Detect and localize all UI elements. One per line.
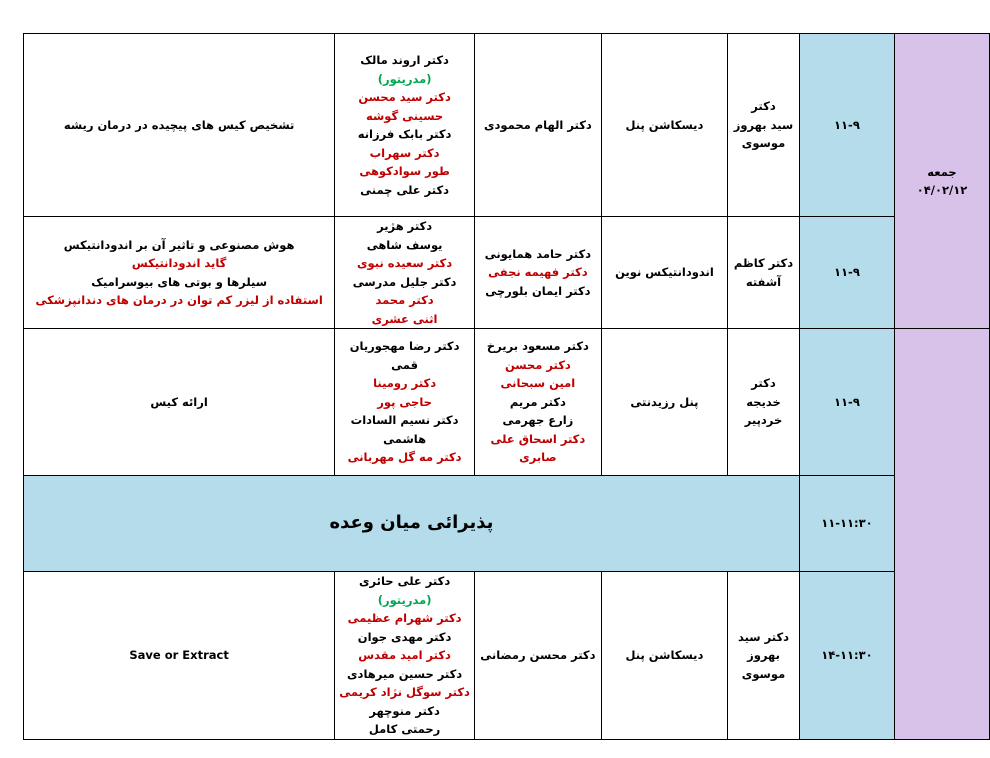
panel-line: دکتر علی حائری bbox=[358, 574, 451, 588]
session-type-cell: اندودانتیکس نوین bbox=[601, 217, 727, 329]
break-row bbox=[24, 476, 990, 572]
session-type-cell: پنل رزیدنتی bbox=[601, 329, 727, 476]
speaker-line: دکتر اسحاق علی bbox=[490, 431, 586, 446]
day-name: جمعه bbox=[927, 164, 957, 179]
time-cell: ۱۱-۹ bbox=[799, 34, 894, 217]
topic-cell bbox=[24, 329, 335, 476]
panel-line: دکتر سعیده نبوی bbox=[357, 256, 453, 270]
topic-line: تشخیص کیس های پیچیده در درمان ریشه bbox=[63, 117, 295, 132]
panel-cell bbox=[335, 34, 475, 217]
topic-cell bbox=[24, 217, 335, 329]
time-cell: ۱۱-۹ bbox=[799, 217, 894, 329]
panel-line: دکتر علی چمنی bbox=[360, 182, 450, 197]
moderator-line: دکتر bbox=[751, 99, 776, 114]
panel-line: دکتر منوچهر bbox=[369, 703, 440, 718]
speaker-cell bbox=[474, 572, 601, 740]
moderator-line: موسوی bbox=[741, 136, 786, 151]
speaker-line: دکتر فهیمه نجفی bbox=[488, 265, 588, 280]
speaker-line: دکتر مسعود بریرخ bbox=[486, 339, 589, 354]
panel-cell bbox=[335, 217, 475, 329]
speaker-line: دکتر حامد همایونی bbox=[484, 246, 592, 261]
panel-line: اثنی عشری bbox=[371, 311, 438, 326]
moderator-cell bbox=[728, 329, 800, 476]
topic-line: سیلرها و بوتی های بیوسرامیک bbox=[91, 274, 268, 289]
moderator-cell bbox=[728, 34, 800, 217]
day-cell-continued bbox=[894, 329, 989, 740]
panel-line: دکتر جلیل مدرسی bbox=[352, 274, 457, 289]
panel-line: دکتر حسین میرهادی bbox=[347, 666, 463, 681]
panel-line: دکتر سوگل نژاد کریمی bbox=[339, 685, 470, 699]
moderator-line: سید بهروز bbox=[733, 117, 794, 132]
panel-line: دکتر نسیم السادات bbox=[350, 413, 459, 428]
panel-line: دکتر هژیر bbox=[377, 219, 433, 233]
topic-line: استفاده از لیزر کم توان در درمان های دندانپزشکی bbox=[35, 293, 323, 307]
panel-line: یوسف شاهی bbox=[366, 237, 443, 252]
panel-line: طور سوادکوهی bbox=[359, 164, 450, 178]
panel-line: دکتر مهدی جوان bbox=[357, 629, 452, 644]
panel-line: دکتر رضا مهجوریان bbox=[349, 339, 460, 354]
table-row bbox=[24, 217, 990, 329]
topic-cell bbox=[24, 34, 335, 217]
table-row bbox=[24, 329, 990, 476]
moderator-line: خردپیر bbox=[744, 413, 783, 428]
day-date: ۰۴/۰۲/۱۲ bbox=[916, 183, 968, 197]
panel-line: رحمتی کامل bbox=[368, 722, 441, 736]
panel-line: قمی bbox=[391, 357, 419, 372]
topic-cell bbox=[24, 572, 335, 740]
panel-line: دکتر شهرام عظیمی bbox=[347, 611, 462, 625]
moderator-cell bbox=[728, 572, 800, 740]
panel-cell bbox=[335, 572, 475, 740]
schedule-table bbox=[23, 33, 990, 740]
topic-line: گاید اندودانتیکس bbox=[131, 256, 227, 270]
break-time-cell: ۱۱-۱۱:۳۰ bbox=[799, 476, 894, 572]
moderator-line: بهروز bbox=[747, 648, 780, 662]
speaker-cell bbox=[474, 217, 601, 329]
panel-cell bbox=[335, 329, 475, 476]
break-label: پذیرائی میان وعده bbox=[24, 476, 800, 572]
speaker-cell bbox=[474, 329, 601, 476]
moderator-line: موسوی bbox=[741, 666, 786, 681]
speaker-line: دکتر مریم bbox=[509, 394, 566, 409]
panel-line: (مدریتور) bbox=[377, 592, 432, 607]
panel-line: حسینی گوشه bbox=[365, 108, 444, 123]
panel-line: دکتر امید مقدس bbox=[358, 648, 451, 662]
session-type-cell: دیسکاشن پنل bbox=[601, 572, 727, 740]
time-cell: ۱۴-۱۱:۳۰ bbox=[799, 572, 894, 740]
speaker-line: دکتر محسن bbox=[504, 357, 571, 372]
panel-line: هاشمی bbox=[383, 431, 427, 446]
speaker-cell bbox=[474, 34, 601, 217]
moderator-line: دکتر کاظم bbox=[733, 256, 794, 270]
session-type-cell: دیسکاشن پنل bbox=[601, 34, 727, 217]
moderator-line: خدیجه bbox=[746, 394, 781, 409]
panel-line: دکتر بابک فرزانه bbox=[357, 127, 452, 141]
speaker-line: دکتر محسن رمضانی bbox=[480, 648, 596, 662]
topic-line: هوش مصنوعی و تاثیر آن بر اندودانتیکس bbox=[63, 237, 295, 252]
moderator-line: آشفته bbox=[745, 274, 782, 289]
moderator-line: دکتر bbox=[751, 376, 776, 391]
panel-line: دکتر سید محسن bbox=[358, 90, 451, 104]
speaker-line: صابری bbox=[519, 450, 557, 465]
panel-line: دکتر مه گل مهربانی bbox=[347, 450, 462, 465]
panel-line: دکتر رومینا bbox=[373, 376, 437, 391]
moderator-line: دکتر سید bbox=[737, 629, 790, 644]
day-cell bbox=[894, 34, 989, 329]
panel-line: دکتر محمد bbox=[375, 293, 434, 307]
panel-line: حاجی پور bbox=[377, 394, 432, 409]
speaker-line: امین سبحانی bbox=[500, 376, 576, 391]
panel-line: دکتر اروند مالک bbox=[360, 53, 449, 67]
speaker-line: زارع جهرمی bbox=[502, 413, 574, 428]
topic-line: Save or Extract bbox=[129, 648, 229, 662]
speaker-line: دکتر ایمان بلورچی bbox=[485, 283, 591, 298]
panel-line: (مدریتور) bbox=[377, 71, 432, 86]
table-row bbox=[24, 572, 990, 740]
table-row bbox=[24, 34, 990, 217]
moderator-cell bbox=[728, 217, 800, 329]
topic-line: ارائه کیس bbox=[150, 394, 208, 409]
time-cell: ۱۱-۹ bbox=[799, 329, 894, 476]
panel-line: دکتر سهراب bbox=[369, 145, 440, 160]
speaker-line: دکتر الهام محمودی bbox=[483, 117, 592, 132]
